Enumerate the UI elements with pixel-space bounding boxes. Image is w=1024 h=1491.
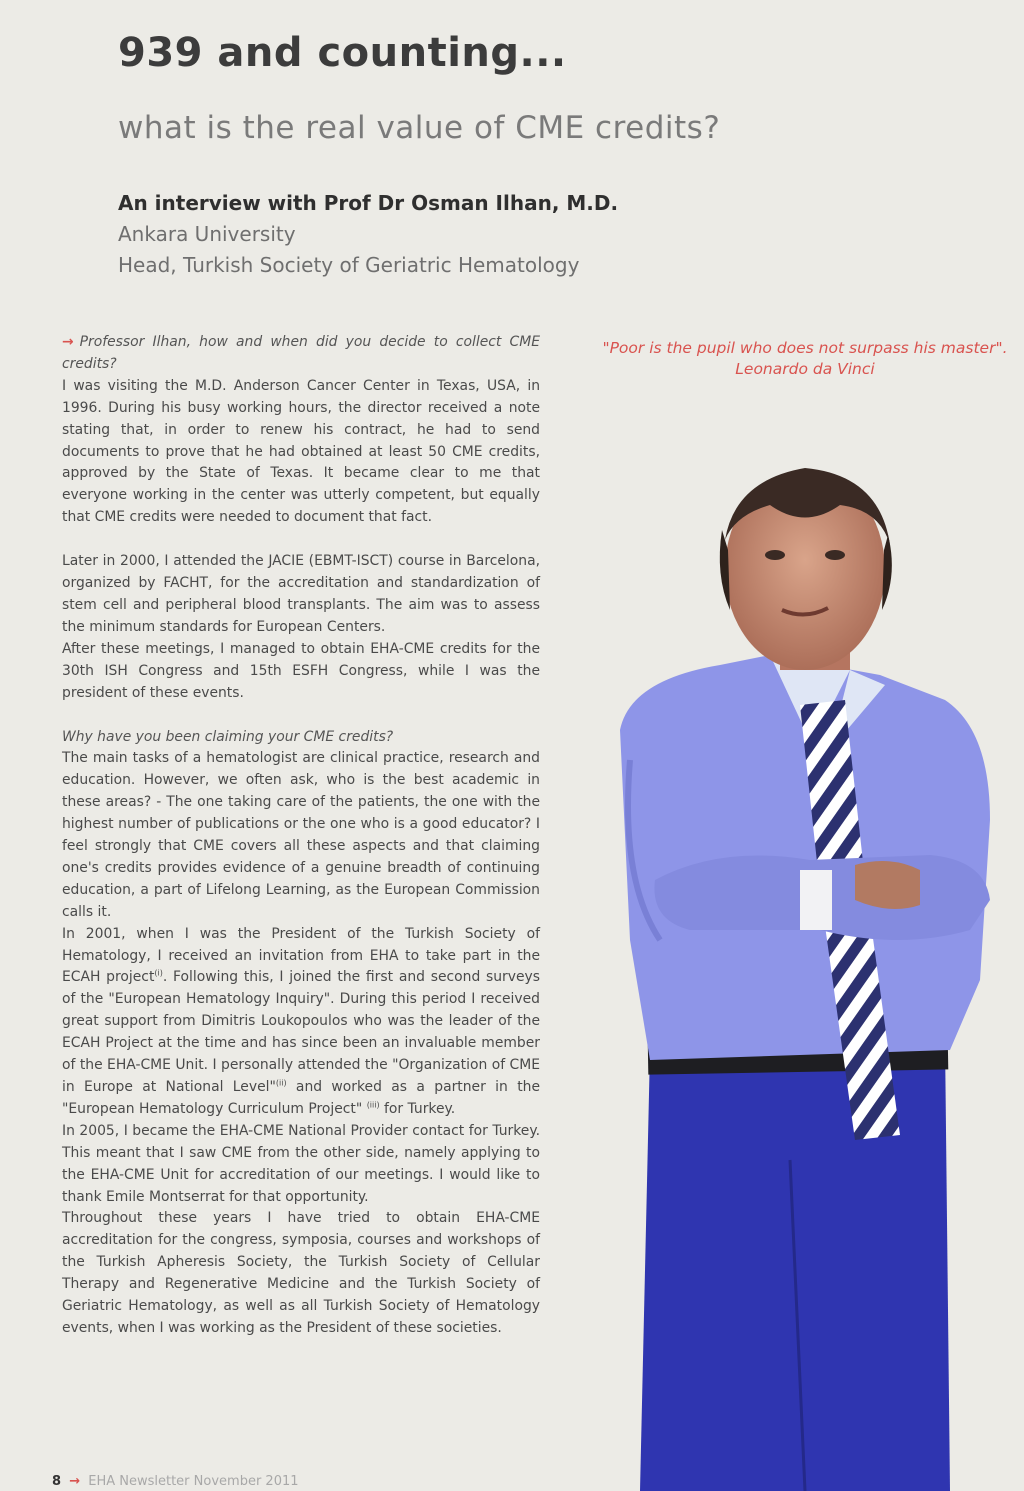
page-number: 8: [52, 1474, 62, 1489]
publication-name: EHA Newsletter November 2011: [88, 1474, 299, 1489]
portrait-photo: [600, 460, 1024, 1491]
question-1: [62, 332, 540, 376]
answer-1-paragraph-2: Later in 2000, I attended the JACIE (EBMT-ISCT) course in Barcelona, organized by FACHT, for the accreditation and standardization of stem cell and peripheral blood transplants. The aim was to assess the minimum standards for European Centers.: [62, 553, 540, 635]
reference-i: (i): [154, 968, 163, 978]
arrow-right-icon: →: [69, 1474, 81, 1489]
article-subtitle: what is the real value of CME credits?: [118, 110, 721, 146]
page-footer: [52, 1474, 299, 1489]
interviewee-name: An interview with Prof Dr Osman Ilhan, M.D.: [118, 191, 619, 215]
answer-2-paragraph-2: In 2001, when I was the President of the Turkish Society of Hematology, I received an invitation from EHA to take part in the ECAH project$^{(i)}$. Following this, I joined the first and second surveys of the "European Hematology Inquiry". During this period I received great support from Dimitris Loukopoulos who was the leader of the ECAH Project at the time and has since been an invaluable member of the EHA-CME Unit. I personally attended the "Organization of CME in Europe at National Level"$^{(ii)}$ and worked as a partner in the "European Hematology Curriculum Project" $^{(iii)}$ for Turkey.: [62, 925, 540, 1117]
quote-text: "Poor is the pupil who does not surpass his master".: [602, 339, 1008, 357]
quote-author: Leonardo da Vinci: [735, 360, 875, 378]
article-title: 939 and counting...: [118, 30, 567, 76]
arrow-right-icon: →: [62, 334, 74, 350]
question-2: Why have you been claiming your CME credits?: [62, 728, 394, 745]
answer-2-paragraph-1: The main tasks of a hematologist are clinical practice, research and education. However, we often ask, who is the best academic in these areas? - The one taking care of the patients, the one with the highest number of publications or the one who is a good educator? I feel strongly that CME covers all these aspects and that claiming one's credits provides evidence of a genuine breadth of continuing education, a part of Lifelong Learning, as the European Commission calls it.: [62, 750, 540, 920]
article-body: [62, 332, 540, 1340]
question-1-text: Professor Ilhan, how and when did you decide to collect CME credits?: [62, 334, 540, 372]
reference-iii: (iii): [366, 1100, 380, 1110]
affiliation-society: Head, Turkish Society of Geriatric Hematology: [118, 253, 580, 277]
answer-2-paragraph-3: In 2005, I became the EHA-CME National Provider contact for Turkey. This meant that I saw CME from the other side, namely applying to the EHA-CME Unit for accreditation of our meetings. I would like to thank Emile Montserrat for that opportunity.: [62, 1122, 540, 1205]
answer-2-paragraph-4: Throughout these years I have tried to obtain EHA-CME accreditation for the congress, symposia, courses and workshops of the Turkish Apheresis Society, the Turkish Society of Cellular Therapy and Regenerative Medicine and the Turkish Society of Geriatric Hematology, as well as all Turkish Society of Hematology events, when I was working as the President of these societies.: [62, 1210, 540, 1336]
pull-quote: [585, 338, 1024, 380]
affiliation-university: Ankara University: [118, 222, 296, 246]
answer-1-paragraph-3: After these meetings, I managed to obtain EHA-CME credits for the 30th ISH Congress and 15th ESFH Congress, while I was the president of these events.: [62, 640, 540, 701]
byline: [118, 188, 618, 281]
reference-ii: (ii): [275, 1078, 287, 1088]
answer-1-paragraph-1: I was visiting the M.D. Anderson Cancer Center in Texas, USA, in 1996. During his busy working hours, the director received a note stating that, in order to renew his contract, he had to send documents to prove that he had obtained at least 50 CME credits, approved by the State of Texas. It became clear to me that everyone working in the center was utterly competent, but equally that CME credits were needed to document that fact.: [62, 377, 540, 526]
